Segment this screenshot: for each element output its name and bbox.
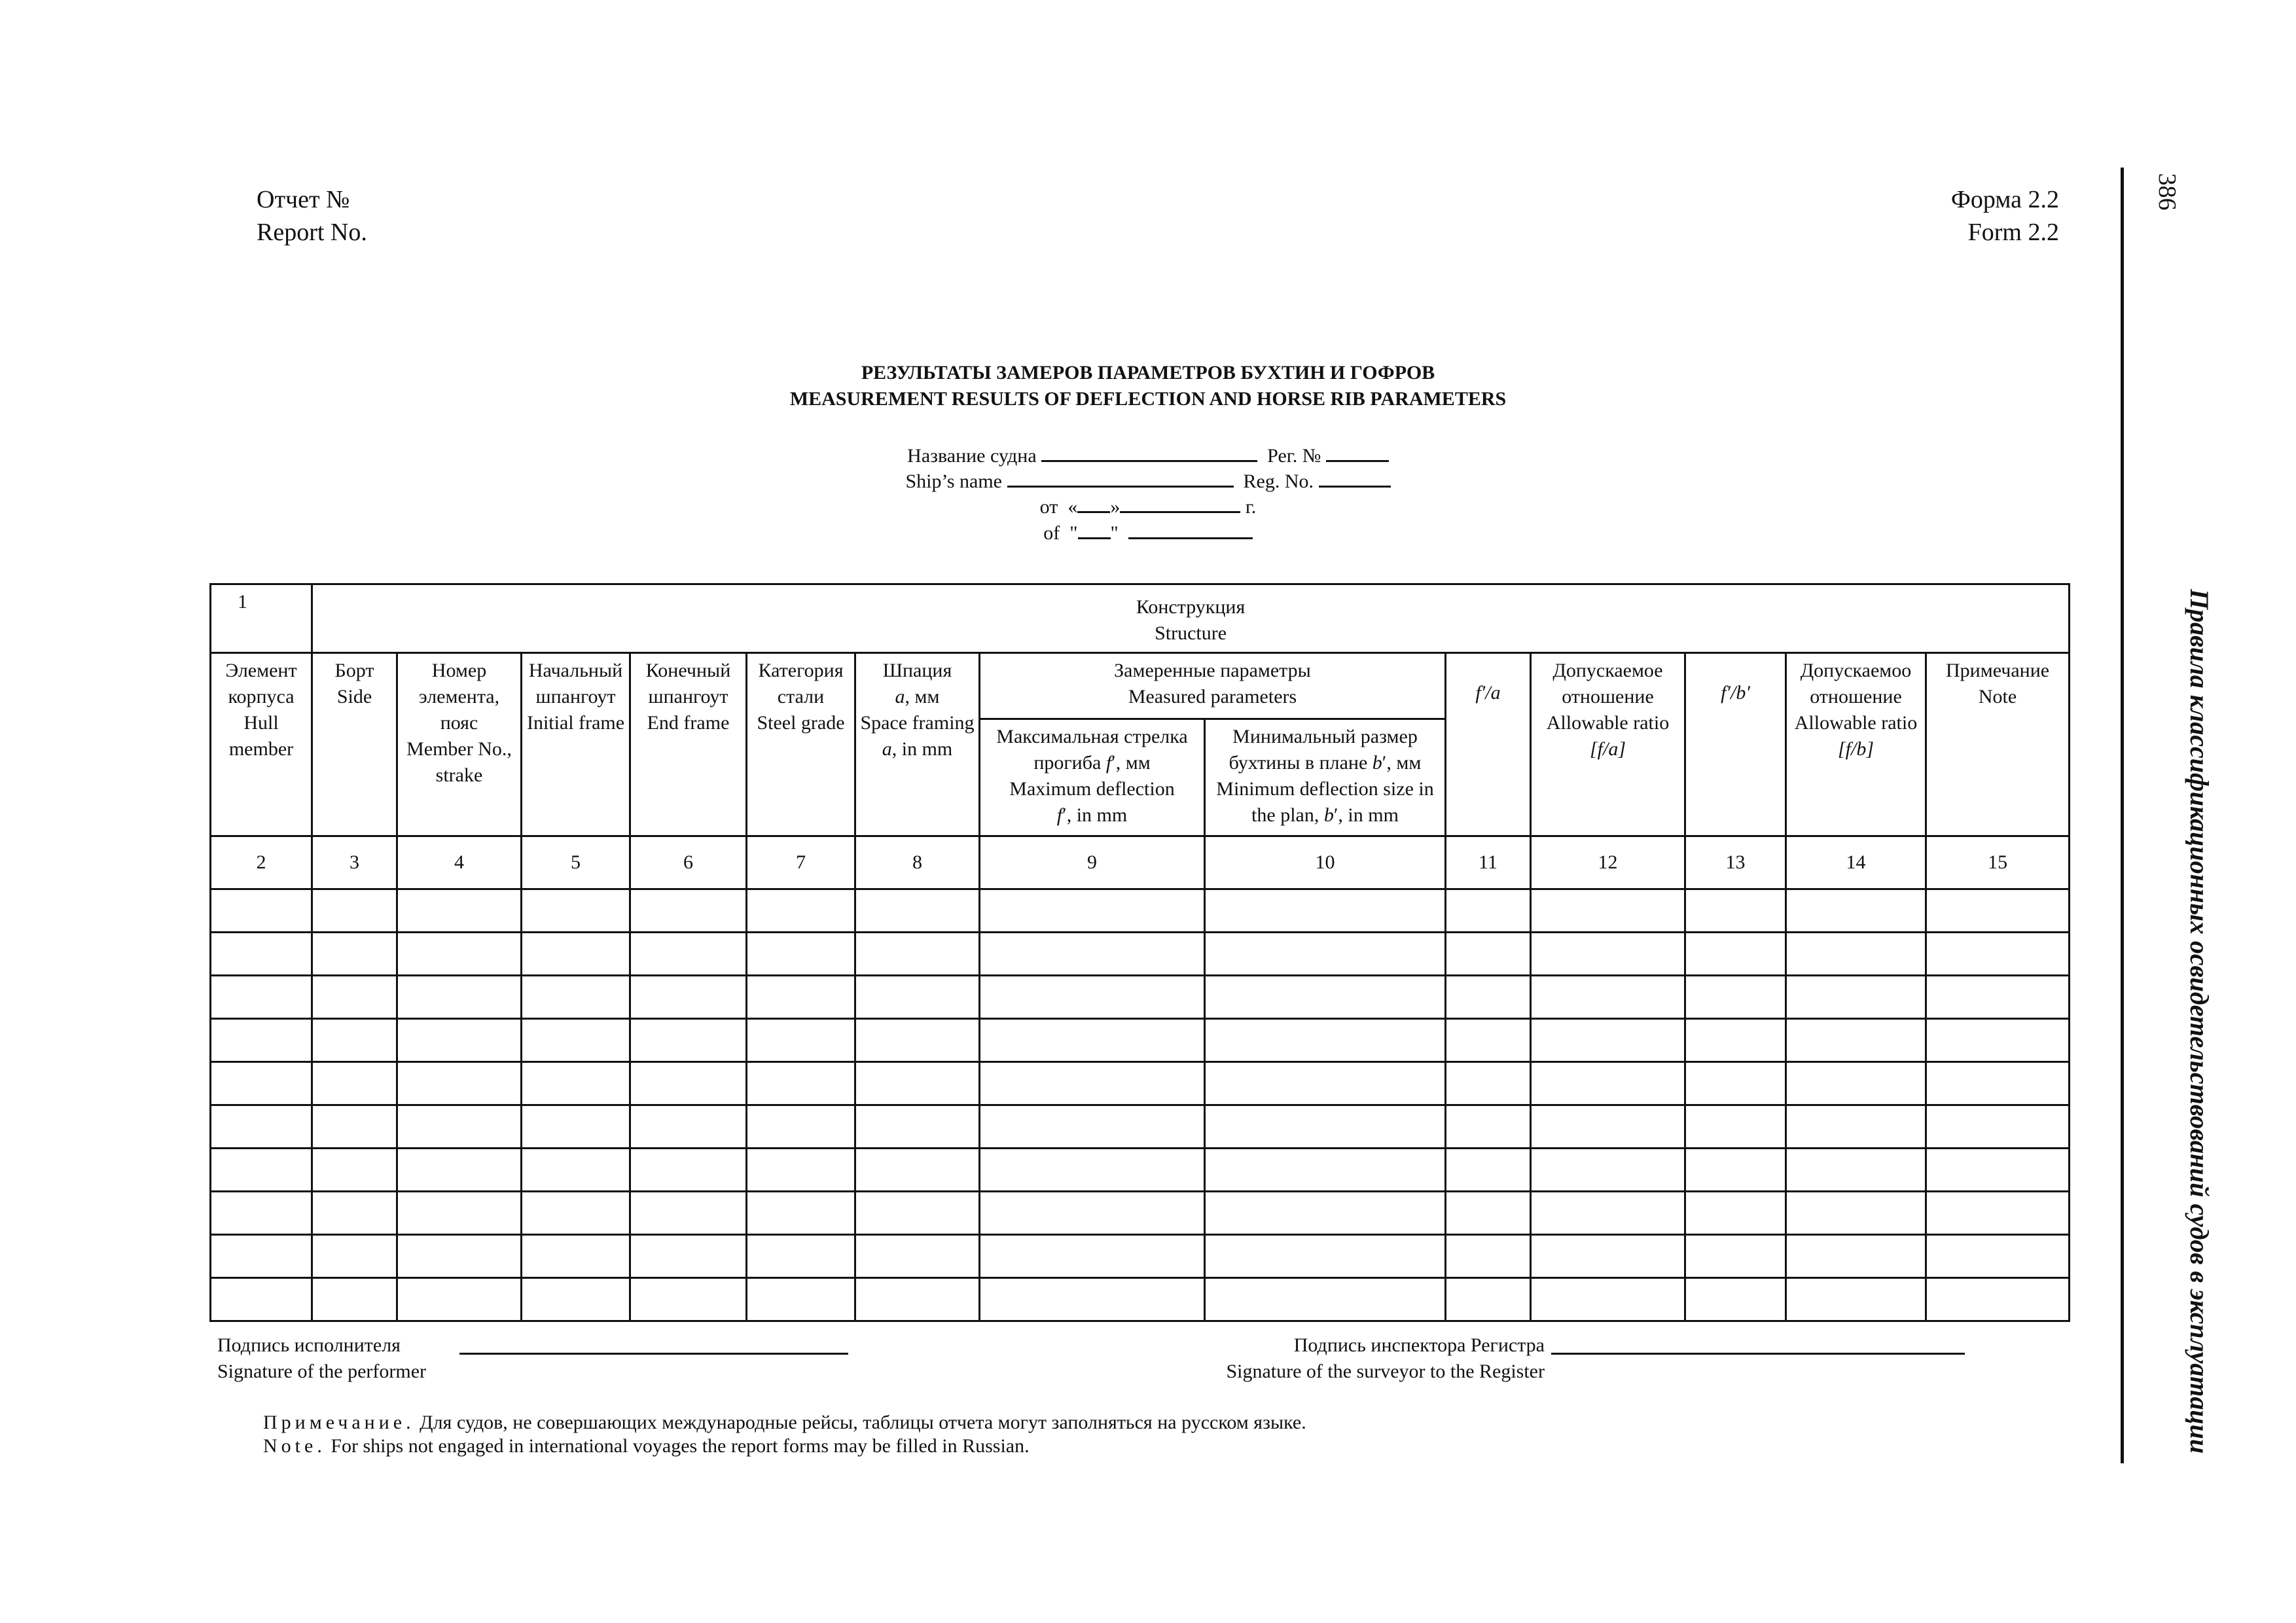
table-cell[interactable]	[211, 933, 312, 976]
table-cell[interactable]	[1786, 1235, 1926, 1278]
reg-label-ru: Рег. №	[1267, 445, 1321, 467]
col-member-no-en: Member No., strake	[406, 738, 512, 786]
note-en	[263, 1435, 1030, 1458]
table-cell[interactable]	[630, 1019, 747, 1062]
note-text-en: For ships not engaged in international voyages the report forms may be filled in Russian.	[331, 1435, 1030, 1457]
table-cell[interactable]	[1205, 933, 1446, 976]
table-cell[interactable]	[980, 889, 1205, 933]
column-number-cell: 2	[211, 836, 312, 889]
table-cell[interactable]	[980, 1235, 1205, 1278]
table-cell[interactable]	[855, 1235, 980, 1278]
table-cell[interactable]	[1685, 1278, 1786, 1321]
table-cell[interactable]	[211, 1278, 312, 1321]
form-number-label	[1951, 183, 2059, 249]
col-max-deflection-en: Maximum deflection f′, in mm	[1009, 778, 1175, 826]
structure-header	[312, 584, 2070, 653]
report-label-ru: Отчет №	[257, 186, 350, 213]
structure-number-cell	[211, 584, 312, 653]
table-cell[interactable]	[1926, 1149, 2070, 1192]
table-cell[interactable]	[747, 933, 855, 976]
table-cell[interactable]	[312, 1278, 397, 1321]
note-text-ru: Для судов, не совершающих международные рейсы, таблицы отчета могут заполняться на русском языке.	[420, 1412, 1306, 1433]
table-cell[interactable]	[630, 1105, 747, 1149]
table-cell[interactable]	[855, 1062, 980, 1105]
table-cell[interactable]	[397, 1149, 522, 1192]
table-row	[211, 1278, 2070, 1321]
table-cell[interactable]	[522, 933, 630, 976]
ship-name-field-en[interactable]	[1007, 469, 1234, 488]
column-number-cell: 8	[855, 836, 980, 889]
table-cell[interactable]	[1685, 1149, 1786, 1192]
table-row	[211, 976, 2070, 1019]
table-cell[interactable]	[1205, 1105, 1446, 1149]
column-number-row	[211, 836, 2070, 889]
table-row	[211, 889, 2070, 933]
table-cell[interactable]	[1926, 933, 2070, 976]
table-cell[interactable]	[855, 1278, 980, 1321]
table-cell[interactable]	[312, 889, 397, 933]
table-cell[interactable]	[980, 933, 1205, 976]
table-cell[interactable]	[1531, 976, 1685, 1019]
table-cell[interactable]	[312, 1019, 397, 1062]
table-cell[interactable]	[1685, 933, 1786, 976]
col-end-frame	[630, 653, 747, 836]
table-cell[interactable]	[397, 976, 522, 1019]
column-number-cell: 5	[522, 836, 630, 889]
table-cell[interactable]	[1926, 1105, 2070, 1149]
table-row	[211, 1192, 2070, 1235]
table-cell[interactable]	[1531, 1278, 1685, 1321]
table-cell[interactable]	[211, 1192, 312, 1235]
col-note-en: Note	[1978, 686, 2017, 707]
col-member-no	[397, 653, 522, 836]
table-cell[interactable]	[1446, 1019, 1531, 1062]
note-label-ru: Примечание.	[263, 1412, 415, 1433]
table-cell[interactable]	[980, 1062, 1205, 1105]
table-cell[interactable]	[397, 1192, 522, 1235]
data-rows	[211, 889, 2070, 1321]
table-cell[interactable]	[855, 976, 980, 1019]
table-cell[interactable]	[211, 1062, 312, 1105]
structure-label-ru: Конструкция	[1136, 596, 1246, 618]
table-cell[interactable]	[1786, 976, 1926, 1019]
table-cell[interactable]	[980, 1019, 1205, 1062]
day-field-en[interactable]	[1078, 520, 1111, 539]
surveyor-signature-ru: Подпись инспектора Регистра	[1293, 1334, 1545, 1356]
column-number-cell: 12	[1531, 836, 1685, 889]
table-cell[interactable]	[747, 1149, 855, 1192]
quote-close-ru: »	[1110, 496, 1121, 518]
col-end-frame-en: End frame	[647, 712, 730, 734]
table-cell[interactable]	[1685, 889, 1786, 933]
table-cell[interactable]	[1926, 1192, 2070, 1235]
table-cell[interactable]	[1786, 1105, 1926, 1149]
col-allowable-ratio-fb	[1786, 653, 1926, 836]
ship-line-ru	[0, 443, 2296, 469]
col-allowable-ratio-fa	[1531, 653, 1685, 836]
table-row	[211, 1105, 2070, 1149]
surveyor-signature	[1047, 1332, 1545, 1385]
table-cell[interactable]	[312, 1235, 397, 1278]
measured-parameters-ru: Замеренные параметры	[1114, 660, 1311, 681]
quote-open-en: "	[1069, 522, 1078, 544]
table-cell[interactable]	[855, 933, 980, 976]
form-label-en: Form 2.2	[1967, 219, 2059, 246]
table-cell[interactable]	[211, 1235, 312, 1278]
table-cell[interactable]	[1926, 1019, 2070, 1062]
table-cell[interactable]	[1446, 1278, 1531, 1321]
column-number-cell: 10	[1205, 836, 1446, 889]
table-cell[interactable]	[211, 976, 312, 1019]
structure-label-en: Structure	[1155, 622, 1227, 644]
table-cell[interactable]	[211, 1105, 312, 1149]
ship-line-en	[0, 469, 2296, 495]
table-cell[interactable]	[855, 1105, 980, 1149]
quote-open-ru: «	[1067, 496, 1078, 518]
table-cell[interactable]	[1926, 1235, 2070, 1278]
table-cell[interactable]	[1205, 889, 1446, 933]
table-cell[interactable]	[980, 1149, 1205, 1192]
column-number-cell: 15	[1926, 836, 2070, 889]
month-year-field-en[interactable]	[1128, 520, 1253, 539]
table-cell[interactable]	[630, 1062, 747, 1105]
col-allowable-ratio-fa-en: Allowable ratio	[1546, 712, 1670, 734]
table-cell[interactable]	[1786, 1062, 1926, 1105]
report-label-en: Report No.	[257, 219, 367, 246]
table-cell[interactable]	[747, 889, 855, 933]
ship-name-label-en: Ship’s name	[905, 471, 1002, 492]
table-cell[interactable]	[1926, 1278, 2070, 1321]
table-cell[interactable]	[747, 1062, 855, 1105]
col-initial-frame-en: Initial frame	[526, 712, 625, 734]
page-number: 386	[2153, 173, 2181, 211]
table-cell[interactable]	[1531, 889, 1685, 933]
note-label-en: Note.	[263, 1435, 326, 1457]
measured-parameters-en: Measured parameters	[1128, 686, 1297, 707]
table-cell[interactable]	[522, 1062, 630, 1105]
col-side-en: Side	[336, 686, 372, 707]
table-cell[interactable]	[747, 1278, 855, 1321]
table-row	[211, 1019, 2070, 1062]
reg-number-field[interactable]	[1326, 443, 1389, 462]
col-allowable-ratio-fb-value: [f/b]	[1837, 738, 1874, 760]
table-cell[interactable]	[747, 1105, 855, 1149]
month-year-field[interactable]	[1120, 494, 1240, 513]
column-number-cell: 6	[630, 836, 747, 889]
date-line-ru	[0, 494, 2296, 520]
col-hull-member	[211, 653, 312, 836]
ship-name-label-ru: Название судна	[907, 445, 1037, 467]
table-cell[interactable]	[1531, 1019, 1685, 1062]
col-end-frame-ru: Конечный шпангоут	[645, 660, 731, 707]
table-cell[interactable]	[397, 1235, 522, 1278]
surveyor-signature-line[interactable]	[1551, 1353, 1965, 1355]
table-cell[interactable]	[1446, 933, 1531, 976]
table-cell[interactable]	[630, 1149, 747, 1192]
table-cell[interactable]	[747, 976, 855, 1019]
table-cell[interactable]	[1685, 1235, 1786, 1278]
col-hull-member-en: Hull member	[228, 712, 294, 760]
table-cell[interactable]	[1205, 1235, 1446, 1278]
structure-number: 1	[238, 591, 247, 613]
running-title-text: Правила классификационных освидетельствований судов в эксплуатации	[2185, 589, 2214, 1454]
col-space-framing-ru: Шпация a, мм	[882, 660, 952, 707]
table-cell[interactable]	[980, 1105, 1205, 1149]
table-cell[interactable]	[1685, 1105, 1786, 1149]
column-number-cell: 3	[312, 836, 397, 889]
note-ru	[263, 1411, 1306, 1435]
col-f-over-b	[1685, 653, 1786, 836]
table-cell[interactable]	[397, 1278, 522, 1321]
col-f-over-a-label: f′/a	[1475, 682, 1501, 704]
ship-name-field[interactable]	[1041, 443, 1257, 462]
col-max-deflection	[980, 719, 1205, 836]
table-row	[211, 933, 2070, 976]
col-allowable-ratio-fa-ru: Допускаемое отношение	[1552, 660, 1663, 707]
table-cell[interactable]	[1205, 976, 1446, 1019]
table-cell[interactable]	[980, 1192, 1205, 1235]
col-initial-frame	[522, 653, 630, 836]
table-cell[interactable]	[1786, 1149, 1926, 1192]
table-cell[interactable]	[522, 976, 630, 1019]
measurement-table	[209, 583, 2070, 1322]
table-cell[interactable]	[522, 1149, 630, 1192]
form-label-ru: Форма 2.2	[1950, 186, 2059, 213]
column-number-cell: 11	[1446, 836, 1531, 889]
table-cell[interactable]	[1786, 1019, 1926, 1062]
table-cell[interactable]	[522, 1235, 630, 1278]
table-cell[interactable]	[522, 1278, 630, 1321]
table-cell[interactable]	[312, 1192, 397, 1235]
column-number-cell: 14	[1786, 836, 1926, 889]
table-cell[interactable]	[630, 889, 747, 933]
table-cell[interactable]	[630, 1192, 747, 1235]
table-cell[interactable]	[630, 976, 747, 1019]
performer-signature-line[interactable]	[459, 1353, 848, 1355]
from-label-ru: от	[1039, 496, 1058, 518]
table-cell[interactable]	[855, 1149, 980, 1192]
table-cell[interactable]	[1205, 1062, 1446, 1105]
table-cell[interactable]	[522, 1105, 630, 1149]
table-cell[interactable]	[312, 1062, 397, 1105]
table-cell[interactable]	[1685, 1019, 1786, 1062]
table-cell[interactable]	[211, 1019, 312, 1062]
table-cell[interactable]	[1786, 933, 1926, 976]
table-row	[211, 1235, 2070, 1278]
table-cell[interactable]	[211, 1149, 312, 1192]
of-label-en: of	[1043, 522, 1060, 544]
col-side-ru: Борт	[334, 660, 374, 681]
col-allowable-ratio-fb-en: Allowable ratio	[1794, 712, 1918, 734]
col-steel-grade	[747, 653, 855, 836]
table-cell[interactable]	[855, 1192, 980, 1235]
table-cell[interactable]	[1446, 1105, 1531, 1149]
table-cell[interactable]	[397, 889, 522, 933]
table-cell[interactable]	[855, 889, 980, 933]
table-cell[interactable]	[522, 1019, 630, 1062]
table-cell[interactable]	[312, 933, 397, 976]
table-cell[interactable]	[1926, 976, 2070, 1019]
table-cell[interactable]	[1446, 1235, 1531, 1278]
table-cell[interactable]	[630, 933, 747, 976]
column-number-cell: 13	[1685, 836, 1786, 889]
table-cell[interactable]	[855, 1019, 980, 1062]
table-cell[interactable]	[522, 889, 630, 933]
table-cell[interactable]	[1205, 1278, 1446, 1321]
table-cell[interactable]	[980, 1278, 1205, 1321]
table-cell[interactable]	[1926, 1062, 2070, 1105]
reg-label-en: Reg. No.	[1243, 471, 1314, 492]
table-row	[211, 1149, 2070, 1192]
running-title	[2179, 589, 2219, 1466]
column-number-cell: 7	[747, 836, 855, 889]
table-cell[interactable]	[1531, 1062, 1685, 1105]
table-cell[interactable]	[1786, 1278, 1926, 1321]
table-cell[interactable]	[397, 933, 522, 976]
table-cell[interactable]	[1205, 1192, 1446, 1235]
col-f-over-a	[1446, 653, 1531, 836]
table-cell[interactable]	[312, 1149, 397, 1192]
col-hull-member-ru: Элемент корпуса	[225, 660, 297, 707]
table-cell[interactable]	[1786, 1192, 1926, 1235]
table-cell[interactable]	[1531, 1149, 1685, 1192]
column-number-cell: 4	[397, 836, 522, 889]
col-note	[1926, 653, 2070, 836]
table-cell[interactable]	[1531, 1235, 1685, 1278]
performer-signature	[217, 1332, 426, 1385]
day-field[interactable]	[1077, 494, 1110, 513]
quote-close-en: "	[1110, 522, 1119, 544]
table-cell[interactable]	[747, 1192, 855, 1235]
reg-number-field-en[interactable]	[1319, 469, 1391, 488]
table-cell[interactable]	[1531, 933, 1685, 976]
table-cell[interactable]	[397, 1105, 522, 1149]
table-cell[interactable]	[397, 1019, 522, 1062]
table-cell[interactable]	[1685, 1192, 1786, 1235]
col-steel-grade-ru: Категория стали	[758, 660, 844, 707]
table-cell[interactable]	[312, 1105, 397, 1149]
year-label-ru: г.	[1245, 496, 1257, 518]
table-cell[interactable]	[1685, 1062, 1786, 1105]
table-cell[interactable]	[747, 1235, 855, 1278]
table-cell[interactable]	[630, 1235, 747, 1278]
title-en: MEASUREMENT RESULTS OF DEFLECTION AND HORSE RIB PARAMETERS	[789, 388, 1507, 410]
table-cell[interactable]	[1446, 1192, 1531, 1235]
col-initial-frame-ru: Начальный шпангоут	[528, 660, 623, 707]
performer-signature-en: Signature of the performer	[217, 1361, 427, 1382]
col-min-deflection-size	[1205, 719, 1446, 836]
table-cell[interactable]	[1786, 889, 1926, 933]
col-space-framing	[855, 653, 980, 836]
report-number-label	[257, 183, 367, 249]
col-steel-grade-en: Steel grade	[757, 712, 845, 734]
col-min-deflection-size-ru: Минимальный размер бухтины в плане b′, мм	[1229, 726, 1422, 774]
col-f-over-b-label: f′/b′	[1721, 682, 1750, 704]
col-side	[312, 653, 397, 836]
performer-signature-ru: Подпись исполнителя	[217, 1334, 401, 1356]
table-cell[interactable]	[1531, 1192, 1685, 1235]
table-cell[interactable]	[1205, 1019, 1446, 1062]
table-cell[interactable]	[1685, 976, 1786, 1019]
title-ru: РЕЗУЛЬТАТЫ ЗАМЕРОВ ПАРАМЕТРОВ БУХТИН И ГОФРОВ	[861, 362, 1435, 383]
table-cell[interactable]	[630, 1278, 747, 1321]
column-number-cell: 9	[980, 836, 1205, 889]
col-min-deflection-size-en: Minimum deflection size in the plan, b′, in mm	[1216, 778, 1434, 826]
surveyor-signature-en: Signature of the surveyor to the Register	[1226, 1361, 1545, 1382]
table-cell[interactable]	[1446, 976, 1531, 1019]
table-cell[interactable]	[1926, 889, 2070, 933]
table-cell[interactable]	[211, 889, 312, 933]
table-cell[interactable]	[522, 1192, 630, 1235]
table-cell[interactable]	[1446, 1062, 1531, 1105]
table-cell[interactable]	[1531, 1105, 1685, 1149]
table-cell[interactable]	[312, 976, 397, 1019]
col-space-framing-en: Space framing a, in mm	[860, 712, 975, 760]
table-cell[interactable]	[397, 1062, 522, 1105]
table-cell[interactable]	[747, 1019, 855, 1062]
col-allowable-ratio-fb-ru: Допускаемоо отношение	[1800, 660, 1912, 707]
col-max-deflection-ru: Максимальная стрелка прогиба f′, мм	[996, 726, 1188, 774]
date-line-en	[0, 520, 2296, 546]
table-cell[interactable]	[1446, 889, 1531, 933]
col-note-ru: Примечание	[1946, 660, 2050, 681]
table-cell[interactable]	[1205, 1149, 1446, 1192]
measured-parameters-header	[980, 653, 1446, 719]
col-allowable-ratio-fa-value: [f/a]	[1589, 738, 1626, 760]
table-row	[211, 1062, 2070, 1105]
col-member-no-ru: Номер элемента, пояс	[418, 660, 500, 734]
table-cell[interactable]	[980, 976, 1205, 1019]
table-cell[interactable]	[1446, 1149, 1531, 1192]
